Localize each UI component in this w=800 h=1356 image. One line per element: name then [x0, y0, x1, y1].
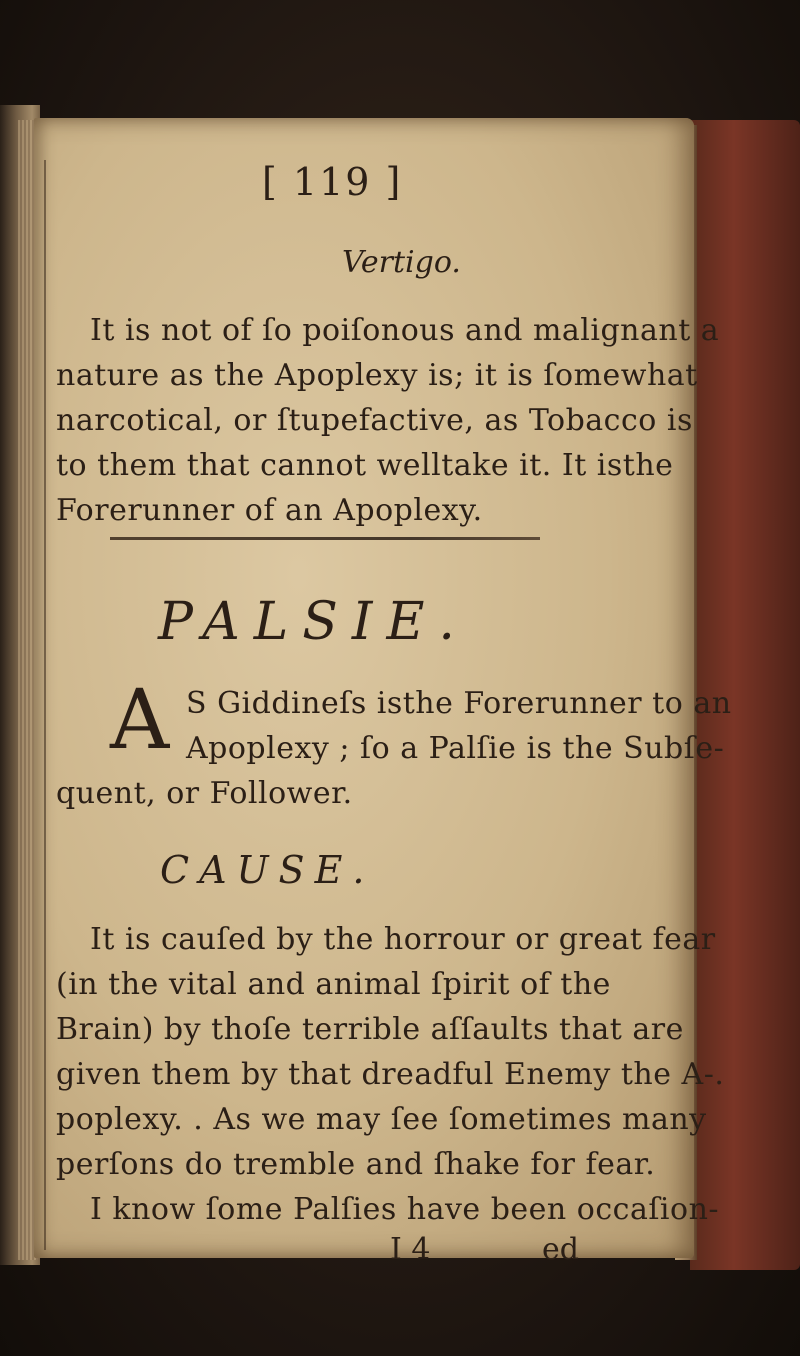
cause-line-5: poplexy. . As we may ſee ſometimes many — [56, 1102, 707, 1137]
drop-cap: A — [110, 673, 170, 768]
vertigo-line-1: It is not of ſo poiſonous and malignant a — [90, 313, 720, 348]
margin-rule — [44, 160, 46, 1250]
running-head: Vertigo. — [342, 245, 461, 280]
page-number: [ 119 ] — [262, 160, 403, 204]
catchword: ed — [542, 1232, 579, 1267]
vertigo-line-3: narcotical, or ſtupefactive, as Tobacco is — [56, 403, 693, 438]
vertigo-line-5: Forerunner of an Apoplexy. — [56, 493, 483, 528]
palsie-line-1: S Giddineſs isthe Forerunner to an — [186, 686, 732, 721]
cause-line-1: It is cauſed by the horrour or great fear — [90, 922, 716, 957]
cause-line-6: perſons do tremble and ſhake for fear. — [56, 1147, 656, 1182]
palsie-line-2: Apoplexy ; ſo a Palſie is the Subſe- — [186, 731, 725, 766]
section-divider — [110, 537, 540, 540]
section-heading: PALSIE. — [158, 592, 469, 652]
cause-line-4: given them by that dreadful Enemy the A-. — [56, 1057, 725, 1092]
cause-line-2: (in the vital and animal ſpirit of the — [56, 967, 611, 1002]
cause-line-3: Brain) by thoſe terrible aſſaults that are — [56, 1012, 684, 1047]
signature-mark: I 4 — [390, 1232, 431, 1267]
vertigo-line-4: to them that cannot welltake it. It isthe — [56, 448, 674, 483]
palsie-line-3: quent, or Follower. — [56, 776, 353, 811]
cause-heading: CAUSE. — [160, 848, 375, 892]
vertigo-line-2: nature as the Apoplexy is; it is ſomewhat — [56, 358, 698, 393]
cause-line-7: I know ſome Palſies have been occaſion- — [90, 1192, 720, 1227]
